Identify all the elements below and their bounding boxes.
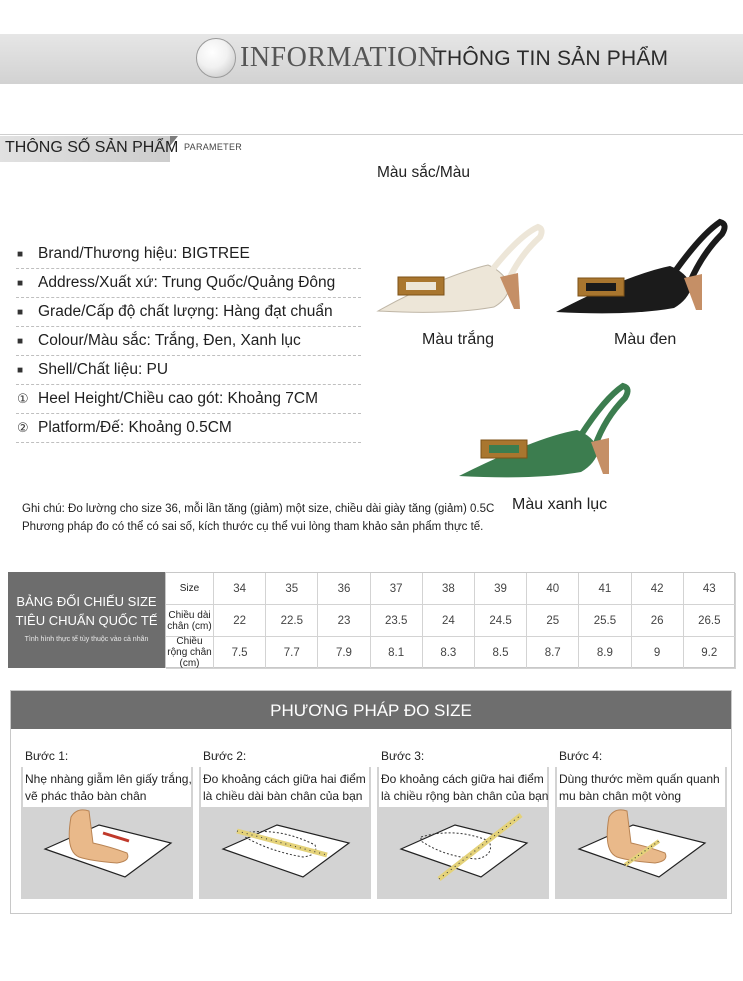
spec-text: Address/Xuất xứ: Trung Quốc/Quảng Đông <box>38 274 336 291</box>
spec-item <box>16 414 361 443</box>
size-cell: 9 <box>632 637 684 669</box>
black-shoe-image <box>550 208 730 318</box>
size-cell: 22 <box>214 605 266 637</box>
size-cell: 7.5 <box>214 637 266 669</box>
size-cell: 24 <box>423 605 475 637</box>
step-number: Bước 4: <box>559 749 603 763</box>
size-cell: 23 <box>318 605 370 637</box>
spec-text: Shell/Chất liệu: PU <box>38 361 169 378</box>
parameter-title-en: PARAMETER <box>184 142 243 152</box>
divider <box>0 134 743 135</box>
green-shoe-image <box>455 380 635 480</box>
spec-text: Grade/Cấp độ chất lượng: Hàng đạt chuẩn <box>38 303 333 320</box>
measurement-note <box>22 500 732 536</box>
size-cell: 26.5 <box>684 605 736 637</box>
size-cell: 34 <box>214 573 266 605</box>
size-chart-subtitle: TIÊU CHUẨN QUỐC TẾ <box>15 613 158 628</box>
size-grid <box>165 572 735 668</box>
size-cell: 24.5 <box>475 605 527 637</box>
step-text: Dùng thước mềm quấn quanh mu bàn chân một vòng <box>559 772 720 803</box>
size-chart-title: BẢNG ĐỐI CHIẾU SIZE <box>16 594 157 609</box>
spec-item <box>16 385 361 414</box>
spec-item <box>16 298 361 327</box>
information-banner <box>0 34 743 84</box>
color-label: Màu trắng <box>422 331 495 348</box>
spec-list <box>16 240 361 443</box>
square-bullet-icon: ■ <box>17 335 24 347</box>
size-table-row <box>166 637 736 669</box>
size-cell: 42 <box>632 573 684 605</box>
information-title-en: INFORMATION <box>240 42 439 73</box>
size-cell: 8.9 <box>579 637 631 669</box>
circle-ornament-icon <box>196 38 236 78</box>
size-row-label: Size <box>166 573 214 605</box>
size-cell: 8.7 <box>527 637 579 669</box>
spec-item <box>16 327 361 356</box>
circled-two-icon: ② <box>17 420 29 435</box>
square-bullet-icon: ■ <box>17 277 24 289</box>
size-cell: 36 <box>318 573 370 605</box>
step-text: Đo khoảng cách giữa hai điểm là chiều rộng bàn chân của bạn <box>381 772 549 803</box>
size-cell: 43 <box>684 573 736 605</box>
note-line: Ghi chú: Đo lường cho size 36, mỗi lần tăng (giảm) một size, chiều dài giày tăng (giảm) 0.5C <box>22 503 495 515</box>
size-cell: 25.5 <box>579 605 631 637</box>
square-bullet-icon: ■ <box>17 306 24 318</box>
spec-text: Brand/Thương hiệu: BIGTREE <box>38 245 250 262</box>
size-cell: 25 <box>527 605 579 637</box>
size-cell: 38 <box>423 573 475 605</box>
size-cell: 8.1 <box>371 637 423 669</box>
square-bullet-icon: ■ <box>17 248 24 260</box>
measure-method-title: PHƯƠNG PHÁP ĐO SIZE <box>270 701 472 720</box>
spec-text: Heel Height/Chiều cao gót: Khoảng 7CM <box>38 390 319 407</box>
size-chart-title-panel <box>8 572 165 668</box>
size-cell: 37 <box>371 573 423 605</box>
size-cell: 41 <box>579 573 631 605</box>
parameter-title-vi: THÔNG SỐ SẢN PHẨM <box>5 139 179 156</box>
spec-item <box>16 269 361 298</box>
step-number: Bước 3: <box>381 749 425 763</box>
spec-item <box>16 240 361 269</box>
white-shoe-image <box>370 215 550 320</box>
size-cell: 23.5 <box>371 605 423 637</box>
size-cell: 22.5 <box>266 605 318 637</box>
size-cell: 8.5 <box>475 637 527 669</box>
size-cell: 9.2 <box>684 637 736 669</box>
size-chart-caption: Tình hình thực tế tùy thuộc vào cả nhân <box>24 636 149 643</box>
size-cell: 7.9 <box>318 637 370 669</box>
size-row-label: Chiều dài chân (cm) <box>166 605 214 637</box>
size-cell: 39 <box>475 573 527 605</box>
size-row-label: Chiều rộng chân (cm) <box>166 637 214 669</box>
spec-text: Platform/Đế: Khoảng 0.5CM <box>38 419 232 436</box>
step-number: Bước 2: <box>203 749 247 763</box>
color-label: Màu xanh lục <box>512 496 608 513</box>
size-cell: 26 <box>632 605 684 637</box>
measure-method-header <box>11 691 731 729</box>
note-line: Phương pháp đo có thể có sai số, kích thước cụ thể vui lòng tham khảo sản phẩm thực tế. <box>22 521 484 533</box>
size-table-row <box>166 573 736 605</box>
spec-text: Colour/Màu sắc: Trắng, Đen, Xanh lục <box>38 332 301 349</box>
size-table-row <box>166 605 736 637</box>
size-chart-table <box>8 572 735 668</box>
information-title-vi: THÔNG TIN SẢN PHẨM <box>434 47 669 70</box>
size-cell: 35 <box>266 573 318 605</box>
color-label: Màu đen <box>614 331 677 348</box>
square-bullet-icon: ■ <box>17 364 24 376</box>
color-heading: Màu sắc/Màu <box>377 164 471 181</box>
size-cell: 7.7 <box>266 637 318 669</box>
step-text: Nhẹ nhàng giẫm lên giấy trắng, vẽ phác thảo bàn chân <box>25 772 192 803</box>
measure-method-panel <box>10 690 732 914</box>
circled-one-icon: ① <box>17 391 29 406</box>
step-number: Bước 1: <box>25 749 69 763</box>
step-text: Đo khoảng cách giữa hai điểm là chiều dài bàn chân của bạn <box>203 772 366 803</box>
size-cell: 8.3 <box>423 637 475 669</box>
size-cell: 40 <box>527 573 579 605</box>
triangle-marker-icon <box>170 136 178 146</box>
spec-item <box>16 356 361 385</box>
